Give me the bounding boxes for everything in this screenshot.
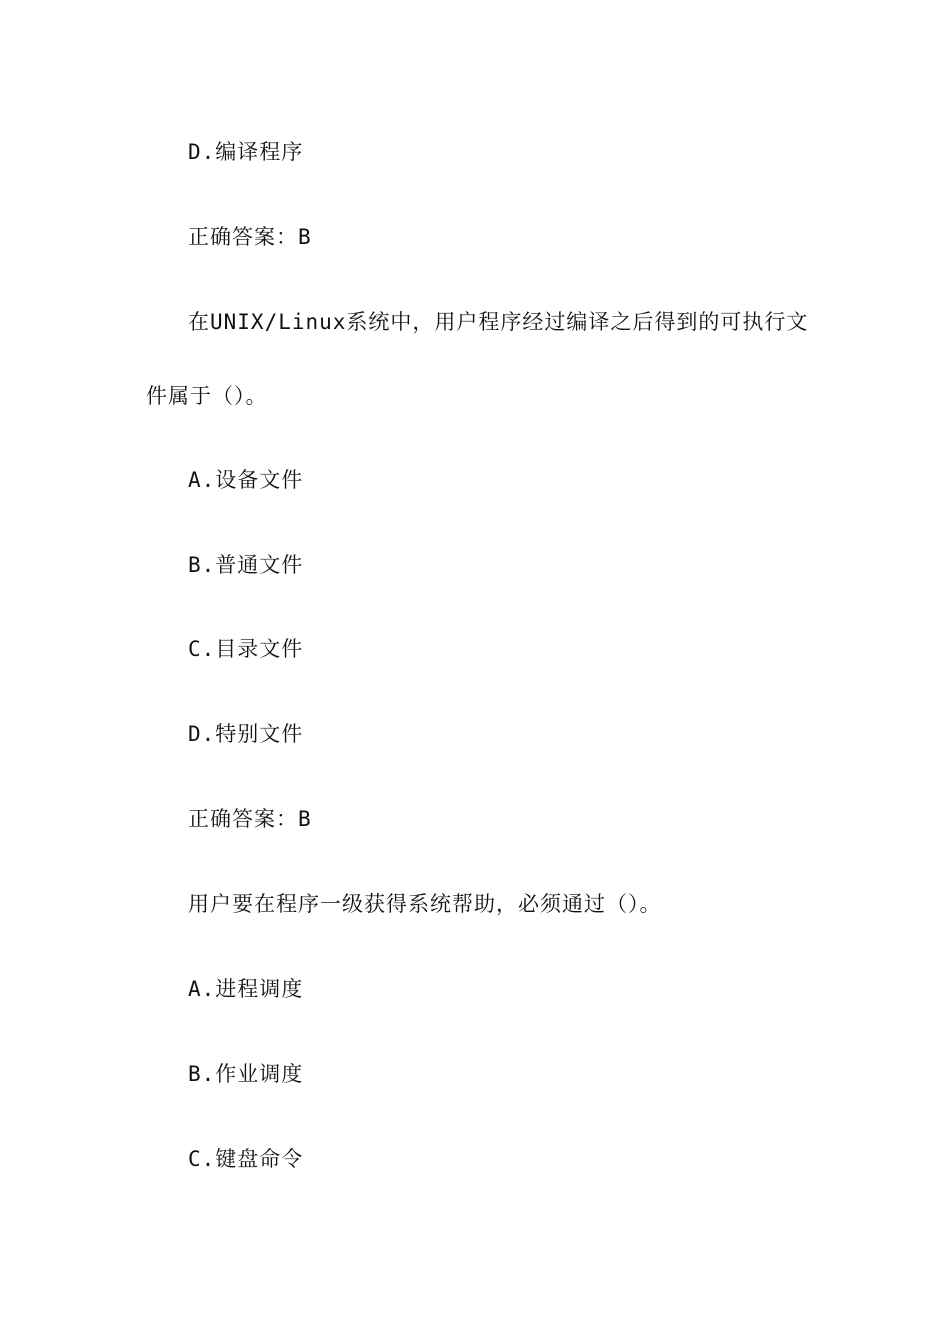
q2-option-b: B.普通文件	[188, 553, 304, 577]
q2-option-a: A.设备文件	[188, 468, 304, 492]
q1-correct-answer: 正确答案：B	[188, 225, 312, 249]
q2-question-line-2: 件属于（）。	[146, 384, 268, 408]
q2-question-line-1: 在UNIX/Linux系统中，用户程序经过编译之后得到的可执行文	[188, 310, 809, 334]
q2-option-d: D.特别文件	[188, 722, 304, 746]
q1-option-d: D.编译程序	[188, 140, 304, 164]
q2-correct-answer: 正确答案：B	[188, 807, 312, 831]
q2-option-c: C.目录文件	[188, 637, 304, 661]
q3-question: 用户要在程序一级获得系统帮助，必须通过（）。	[188, 892, 662, 916]
q3-option-c: C.键盘命令	[188, 1147, 304, 1171]
q3-option-b: B.作业调度	[188, 1062, 304, 1086]
q3-option-a: A.进程调度	[188, 977, 304, 1001]
